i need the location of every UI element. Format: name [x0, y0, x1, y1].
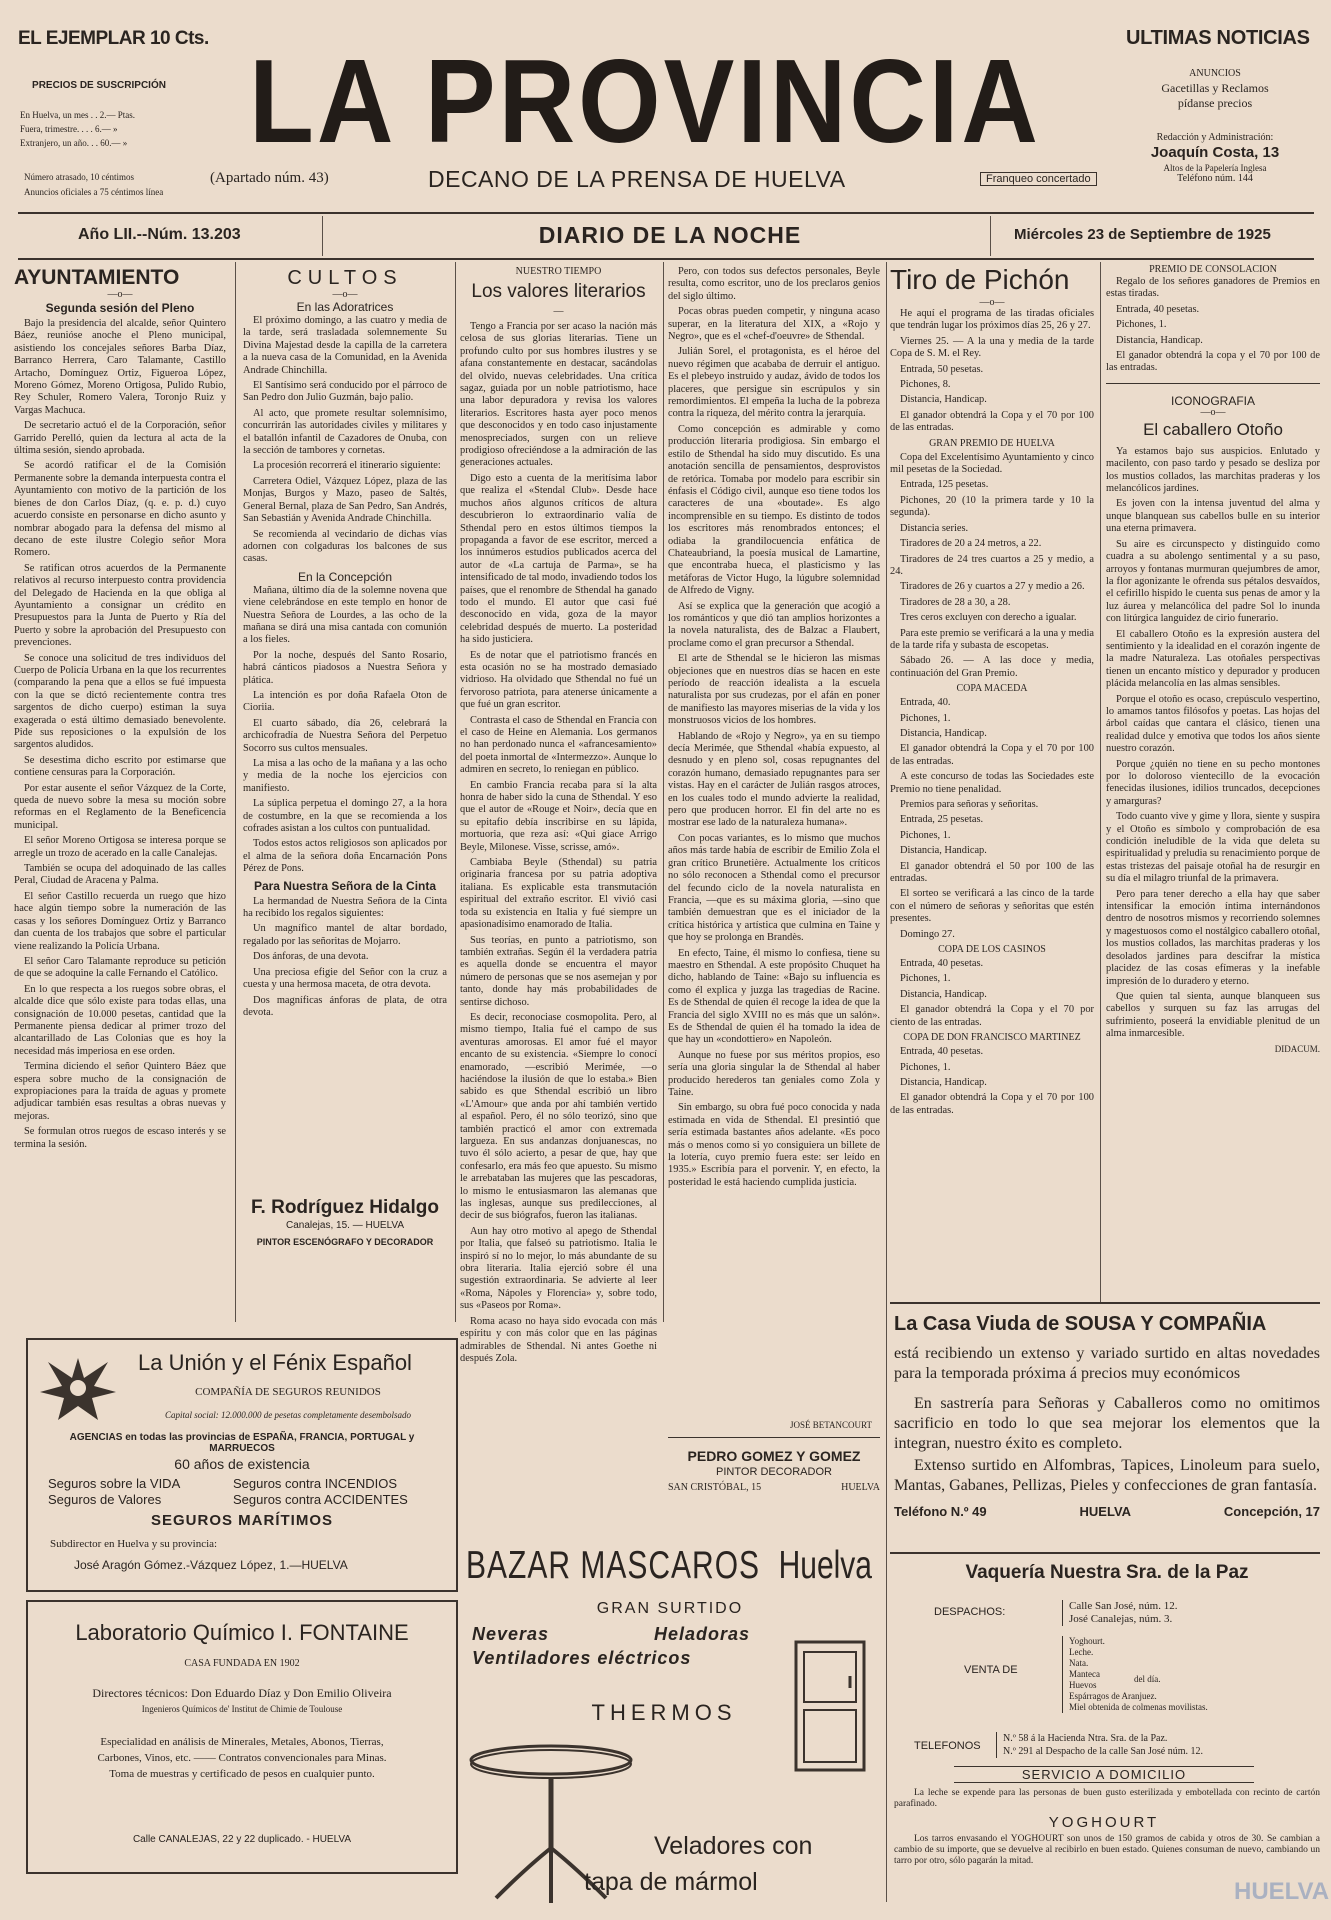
paragraph: Entrada, 40. [900, 697, 951, 709]
paragraph: Entrada, 50 pesetas. [900, 363, 984, 375]
article-heading: Tiro de Pichón [890, 264, 1070, 295]
paragraph: Pichones, 1. [900, 1061, 951, 1073]
paragraph: Porque ¿quién no tiene en su pecho montones por lo doloroso vientecillo de la evocación fenecidas ilusiones, idilios truncados, decepciones y amarguras? [1106, 758, 1320, 807]
ad-product: Miel obtenida de colmenas movilistas. [1069, 1702, 1208, 1712]
paragraph: El ganador obtendrá la Copa y el 70 por 100 de las entradas. [890, 743, 1094, 767]
paragraph: Sus teorías, en punto a patriotismo, son también extrañas. Según él la verdadera patria es aquella donde se encuentra el mayor número de personas que se nos asemejan y por tanto, donde hay más probabilidades de sentirse dichoso. [460, 934, 657, 1008]
paragraph: En cambio Francia recaba para sí la alta honra de haber sido la cuna de Sthendal. Y eso que el autor de «Rouge et Noir», decía que en su epitafio debía inscribirse en su lápida, mortuoria, que reza así: «Qui giace Arrigo Beyle, Milonese. Visse, scrisse, amó». [460, 779, 657, 853]
newspaper-title: LA PROVINCIA [249, 35, 1041, 168]
paragraph: Digo esto a cuenta de la meritísima labor que realiza el «Stendal Club». Desde hace muchos años algunos críticos de altura descubrieron lo extraordinario valía de Sthendal pero en estos últimos tiempos la propaganda a favor de ese escritor, merced a los innúmeros estudios publicados acerca del autor de «La cartuja de Parma», se ha intensificado de tal modo, invadiendo todos los países, que el renombre de Sthendal ha ganado todo el mundo. El autor que casi fué desconocido en vida, goza de la mayor celebridad después de muerto. La posteridad ha sido justiciera. [460, 472, 657, 646]
column-divider [886, 262, 887, 1902]
article-body [890, 697, 1094, 941]
paragraph: Aunque no fuese por sus méritos propios, eso sería una gloria singular la de Sthendal al haber producido herederos tan geniales como Zola y Taine. [668, 1049, 880, 1098]
paragraph: Sábado 26. — A las doce y media, continuación del Gran Premio. [890, 655, 1094, 679]
paragraph: El señor Caro Talamante reproduce su petición de que se adoquine la calle Fernando el Católico. [14, 955, 226, 980]
paragraph: Pichones, 8. [900, 379, 951, 391]
ad-line: Seguros contra ACCIDENTES [233, 1492, 408, 1507]
section-kicker: ICONOGRAFIA [1170, 393, 1255, 408]
paragraph: A este concurso de todas las Sociedades este Premio no tiene penalidad. [890, 771, 1094, 795]
article-body [460, 321, 657, 1365]
paragraph: Dos ánforas, de una devota. [253, 951, 369, 963]
section-title: COPA DE LOS CASINOS [938, 944, 1046, 956]
paragraph: Cambiaba Beyle (Sthendal) su patria originaria francesa por su patria adoptiva italiana. Es explicable esta transmutación espiritual del extraño escritor. El vivió casi toda su existencia en Italia y fué siempre un apasionadísimo enamorado de Italia. [460, 857, 657, 931]
article-body [890, 308, 1094, 435]
paragraph: La hermandad de Nuestra Señora de la Cinta ha recibido los regalos siguientes: [243, 895, 447, 920]
article-body [668, 266, 880, 1189]
admin-address: Joaquín Costa, 13 [1150, 144, 1280, 161]
paragraph: Pichones, 1. [900, 829, 951, 841]
paragraph: Tengo a Francia por ser acaso la nación más celosa de sus glorias literarias. Tiene un profundo culto por sus hombres ilustres y se afana constantemente en destacar, sacándolas del olvido, nuevas celebridades. Una crítica sagaz, guiada por un noble patriotismo, hace una labor depuradora y revisa los valores literarios. Escritores hasta ayer poco menos que desconocidos y en todo caso injustamente menospreciados, surgen con un relieve prodigioso ofreciéndose a la admiración de las generaciones actuales. [460, 321, 657, 469]
article-body [243, 585, 447, 876]
paragraph: Pichones, 20 (10 la primera tarde y 10 la segunda). [890, 494, 1094, 519]
ad-telefonos-label: TELEFONOS [914, 1740, 981, 1752]
paragraph: El sorteo se verificará a las cinco de la tarde con el número de señoras y señoritas que estén presentes. [890, 888, 1094, 925]
ad-para: está recibiendo un extenso y variado surtido en altas novedades para la temporada próxima á precios muy económicos [894, 1345, 1320, 1382]
ad-yoghourt-note: Los tarros envasando el YOGHOURT son unos de 150 gramos de cabida y otros de 30. Se cambian a cambio de su importe, que se devuelve al recibirlo en buen estado. Quienes consuman de nuevo, cambiando un tarro por otro, sólo pagarán la mitad. [894, 1834, 1320, 1866]
article-heading: AYUNTAMIENTO [14, 266, 180, 289]
paragraph: Distancia, Handicap. [900, 727, 987, 739]
year-number: Año LII.--Núm. 13.203 [78, 226, 241, 243]
paragraph: Pocas obras pueden competir, y ninguna acaso superar, en la literatura del XIX, a «Rojo y Negro», que es el «chef-d'oeuvre» de Sthendal. [668, 306, 880, 343]
ad-title: Laboratorio Químico I. FONTAINE [75, 1620, 409, 1645]
column-divider [455, 262, 456, 1322]
paragraph: El caballero Otoño es la expresión austera del sentimiento y la idealidad en el corazón ingente de la madre Naturaleza. Las otoñales perspectivas tienen un encanto místico y depurador y producen plácida melancolía en las almas sensibles. [1106, 628, 1320, 690]
masthead-divider [990, 216, 991, 256]
paragraph: El arte de Sthendal se le hicieron las mismas objeciones que en nuestros días se hacen en este período de reacción idealista a la escuela naturalista por sus crudezas, por el afán en poner de manifiesto las mayores miserias de la vida y los monstruosos vicios de los hombres. [668, 653, 880, 727]
paragraph: Es de notar que el patriotismo francés en esta ocasión no se ha mostrado demasiado vidrioso. Ha olvidado que Sthendal no fué un fervoroso patriota, para atenerse únicamente a que fué un gran escritor. [460, 649, 657, 711]
ad-line: Toma de muestras y certificado de pesos en cualquier punto. [109, 1768, 375, 1780]
ad-capital: Capital social: 12.000.000 de pesetas completamente desembolsado [165, 1410, 411, 1420]
ad-title: La Casa Viuda de SOUSA Y COMPAÑIA [894, 1313, 1267, 1335]
admin-phone: Teléfono núm. 144 [1177, 173, 1253, 184]
article-subheading: Para Nuestra Señora de la Cinta [253, 878, 437, 893]
subscription-line: Extranjero, un año. . . 60.— » [20, 138, 128, 148]
ad-maritimos: SEGUROS MARÍTIMOS [150, 1512, 333, 1529]
ad-city: HUELVA [841, 1482, 880, 1493]
paragraph: El Santísimo será conducido por el párroco de San Pedro don Julio Guzmán, bajo palio. [243, 380, 447, 404]
paragraph: Para este premio se verificará a la una y media de la tarde rifa y subasta de escopetas. [890, 627, 1094, 651]
valores-literarios-article [460, 266, 657, 1364]
article-body [14, 318, 226, 1151]
ad-surtido: GRAN SURTIDO [596, 1600, 744, 1617]
paragraph: Al acto, que promete resultar solemnísimo, concurrirán las autoridades civiles y militares y el batallón infantil de Cazadores de Onuba, con la sección de tambores y cornetas. [243, 407, 447, 457]
ad-product: Leche. [1069, 1647, 1094, 1657]
paragraph: Contrasta el caso de Sthendal en Francia con el caso de Heine en Alemania. Los germanos no han perdonado nunca el «afrancesamiento» del poeta inmortal de «Intermezzo». Aunque lo admiren en secreto, lo reniegan en público. [460, 714, 657, 776]
paragraph: Hablando de «Rojo y Negro», ya en su tiempo decía Merimée, que Sthendal «había expuesto, al desnudo y en pleno sol, cosas repugnantes del corazón humano, demasiado repugnantes para ser vistas. Hay en el carácter de Julián rasgos atroces, en los cuales todo el mundo advierte la realidad, pero que producen horror. El fin del arte no es mostrar ese lado de la naturaleza humana». [668, 730, 880, 829]
diario-de-la-noche: DIARIO DE LA NOCHE [538, 222, 802, 248]
paragraph: Dos magníficas ánforas de plata, de otra devota. [243, 994, 447, 1018]
article-body [890, 958, 1094, 1029]
paragraph: Entrada, 125 pesetas. [900, 479, 989, 491]
column-divider [1100, 262, 1101, 1302]
paragraph: Tres ceros excluyen con derecho a igualar. [900, 612, 1077, 624]
bazar-mascaros-ad [464, 1540, 876, 1910]
ad-line: Seguros sobre la VIDA [48, 1476, 181, 1491]
ad-servicio: SERVICIO A DOMICILIO [954, 1766, 1254, 1783]
issue-date: Miércoles 23 de Septiembre de 1925 [1014, 226, 1271, 243]
paragraph: Se recomienda al vecindario de dichas vías adornen con colgaduras los balcones de sus casas. [243, 528, 447, 565]
ad-product: Yoghourt. [1069, 1636, 1105, 1646]
admin-label: Redacción y Administración: [1156, 132, 1274, 143]
paragraph: Así se explica que la generación que acogió a los románticos y que dió tan amplios horizontes a la novela naturalista, des de Balzac a Flaubert, proclame como el gran precursor a Sthendal. [668, 600, 880, 649]
paragraph: Premios para señoras y señoritas. [900, 799, 1039, 810]
ad-line: Seguros contra INCENDIOS [233, 1476, 398, 1491]
paragraph: Porque el otoño es ocaso, crepúsculo vespertino, lo amamos tantos filósofos y poetas. Las hojas del árbol caídas que cantara el clásico, tienen una realidad dulce y emotiva que todos los años siente nuestro corazón. [1106, 693, 1320, 755]
article-heading: CULTOS [287, 267, 403, 289]
ad-product: Manteca [1069, 1669, 1100, 1679]
section-title: COPA MACEDA [956, 683, 1028, 695]
ad-name: PEDRO GOMEZ Y GOMEZ [687, 1448, 861, 1464]
ad-tel: N.º 58 á la Hacienda Ntra. Sra. de la Paz. [1003, 1733, 1168, 1744]
paragraph: Se formulan otros ruegos de escaso interés y se termina la sesión. [14, 1126, 226, 1150]
ad-contact-row [894, 1504, 1320, 1519]
paragraph: Distancia, Handicap. [1116, 334, 1203, 346]
ad-thermos: THERMOS [591, 1700, 737, 1725]
subscription-line: Fuera, trimestre. . . . 6.— » [20, 124, 118, 134]
paragraph: El cuarto sábado, día 26, celebrará la archicofradía de Nuestra Señora del Perpetuo Socorro sus cultos mensuales. [243, 717, 447, 754]
vaqueria-ad [894, 1560, 1330, 1910]
ads-price: Anuncios oficiales a 75 céntimos línea [24, 187, 164, 197]
paragraph: Domingo 27. [900, 928, 955, 940]
article-subheading: En las Adoratrices [296, 300, 394, 314]
article-heading: El caballero Otoño [1143, 419, 1283, 439]
ad-tel: N.º 291 al Despacho de la calle San José núm. 12. [1003, 1746, 1203, 1757]
paragraph: Tiradores de 28 a 30, a 28. [900, 596, 1011, 608]
article-heading: Los valores literarios [471, 281, 646, 302]
franqueo-stamp: Franqueo concertado [980, 172, 1097, 186]
column-divider [663, 262, 664, 1322]
article-subheading: En la Concepción [297, 569, 393, 584]
separator [890, 1302, 1320, 1304]
subscription-line: En Huelva, un mes . . 2.— Ptas. [20, 110, 135, 120]
ad-title-row [464, 1540, 876, 1586]
ad-title: La Unión y el Fénix Español [138, 1350, 412, 1375]
ad-tapa: tapa de mármol [584, 1868, 758, 1896]
paragraph: Bajo la presidencia del alcalde, señor Quintero Báez, reunióse anoche el Pleno municipal, asistiendo los concejales señores Barba Díaz, Barranco Herrera, Caro Talamante, Castillo Artacho, Domínguez Ortiz, Figueroa López, Moreno Gómez, Moreno Ortigosa, Pulido Rubio, Rey Schuler, Romero Valera, Toronjo Ruiz y Vargas Machuca. [14, 318, 226, 416]
paragraph: Termina diciendo el señor Quintero Báez que espera sobre mucho de la consignación de expropiaciones para la traída de aguas y promete adjudicar también esas resultas a obras nuevas y mejoras. [14, 1061, 226, 1122]
ad-venta-label: VENTA DE [964, 1664, 1018, 1676]
ad-street: Concepción, 17 [1223, 1504, 1320, 1519]
paragraph: Aun hay otro motivo al apego de Sthendal por Italia, que falseó su patriotismo. Italia le inspiró sí no lo mejor, lo más abundante de su obra literaria. Italia ejerció sobre él una sugestión extraordinaria. Se advierte al leer «Roma, Nápoles y Florencia» y, sobre todo, sus «Paseos por Roma». [460, 1225, 657, 1312]
sousa-ad [894, 1310, 1320, 1540]
ad-para: Extenso surtido en Alfombras, Tapices, Linoleum para suelo, Mantas, Gabanes, Pellizas, Pieles y confecciones de gran fantasía. [894, 1457, 1320, 1494]
separator [890, 1552, 1320, 1554]
article-body [890, 452, 1094, 681]
ad-ventiladores: Ventiladores eléctricos [472, 1648, 692, 1668]
ad-despachos [1062, 1600, 1177, 1626]
subscription-title: PRECIOS DE SUSCRIPCIÓN [32, 80, 166, 91]
paragraph: Mañana, último día de la solemne novena que viene celebrándose en este templo en honor de Nuestra Señora de Lourdes, a las ocho de la mañana se dirá una misa cantada con comunión a los fieles. [243, 584, 447, 646]
ornament: —o— [979, 297, 1005, 308]
paragraph: Es decir, reconociase cosmopolita. Pero, al mismo tiempo, Italia fué el campo de sus aventuras amorosas. El amor fué el mayor encanto de su existencia. «Siempre lo conocí enamorado, —escribió Merimée, —o haciéndose la ilusión de que lo estaba.» Bien sabido es que Sthendal escribió un libro «L'Amour» que anda por ahí también vertido al español. Pero, él no sólo teorizó, sino que también practicó el amor con extremada largueza. En sus andanzas donjuanescas, no tuvo él sólo acierto, a pesar de que, hay que confesarlo, era más feo que apuesto. Su mismo le arrebataban las mujeres que las pescadoras, lo mismo le entusiasmaron las alemanas que las inglesas, aunque sus predilecciones, al decir de sus biógrafos, fueron las italianas. [460, 1011, 657, 1222]
paragraph: Como concepción es admirable y como producción literaria prodigiosa. Sin embargo el estilo de Sthendal ha sido muy discutido. Es una anotación sencilla de pensamientos, desprovistos de retórica. Tomaba por modelo para escribir sin énfasis el Código civil, aunque eso tiene todos los caracteres de una «boutade». Es algo incomprensible en su tiempo. Es distinto de todos los escritores más renombrados entonces; el odiaba la grandilocuencia enfática de Chateaubriand, la poesía musical de Lamartine, que encontraba hueca, el plasticismo y las metáforas de Victor Hugo, la lúgubre solemnidad de Alfredo de Vigny. [668, 423, 880, 597]
ad-despacho: Calle San José, núm. 12. [1069, 1600, 1178, 1612]
ad-line: Especialidad en análisis de Minerales, Metales, Abonos, Tierras, [100, 1736, 384, 1748]
ad-engineers: Ingenieros Químicos de' Institut de Chimie de Toulouse [141, 1704, 343, 1714]
separator [668, 1437, 880, 1438]
paragraph: La intención es por doña Rafaela Oton de Cioriia. [243, 689, 447, 714]
paragraph: Se ratifican otros acuerdos de la Permanente relativos al recurso interpuesto contra providencia del Delegado de Hacienda en la que obliga al Ayuntamiento a consignar un crédito en Presupuestos para la Junta de Puerto y Ría del Puerto y sobre la aprobación del Presupuesto con prevenciones. [14, 562, 226, 649]
paragraph: Con pocas variantes, es lo mismo que muchos años más tarde había de escribir de Emilio Zola el gran crítico Brunetière. Actualmente los críticos no sólo reconocen a Sthendal como el precursor del fecundo ciclo de la novela naturalista en Francia, —que es su máxima gloria, —sino que también demuestran que es el iniciador de la crítica histórica y artística que culmina en Taine y que hoy se prolonga en Brandès. [668, 832, 880, 944]
paragraph: Tiradores de 26 y cuartos a 27 y medio a 26. [900, 581, 1085, 593]
valores-literarios-continued [668, 266, 880, 1432]
ad-address: Calle CANALEJAS, 22 y 22 duplicado. - HUELVA [132, 1834, 352, 1845]
article-body [890, 1046, 1094, 1117]
watermark: HUELVA [1234, 1878, 1330, 1905]
paragraph: Entrada, 25 pesetas. [900, 814, 984, 826]
ad-city: HUELVA [1079, 1504, 1132, 1519]
ad-directors: Directores técnicos: Don Eduardo Díaz y Don Emilio Oliveira [92, 1686, 392, 1700]
ad-director: Subdirector en Huelva y su provincia: [50, 1538, 218, 1550]
paragraph: Se acordó ratificar el de la Comisión Permanente sobre la demanda interpuesta contra el Ayuntamiento con motivo de la partición de los bienes de don Carlos Díaz, (q. e. p. d.) cuyo acuerdo consiste en personarse en dicho asunto y nombrar abogado para la defensa del mismo al decano de este ilustre Colegio señor Mora Romero. [14, 460, 226, 559]
back-number: Número atrasado, 10 céntimos [24, 172, 134, 182]
paragraph: El ganador obtendrá la Copa y el 70 por ciento de las entradas. [890, 1004, 1094, 1028]
ad-subtitle: COMPAÑÍA DE SEGUROS REUNIDOS [195, 1386, 381, 1398]
paragraph: Un magnífico mantel de altar bordado, regalado por las señoritas de Mojarro. [243, 923, 447, 947]
paragraph: Distancia, Handicap. [900, 988, 987, 1000]
ad-telefonos [996, 1732, 1203, 1758]
ornament: —o— [332, 289, 358, 300]
ornament: —o— [107, 289, 133, 300]
paragraph: Carretera Odiel, Vázquez López, plaza de las Monjas, Burgos y Mazo, paseo de Saltés, General Bernal, plaza de San Pedro, San Andrés, San Sebastián y Avenida Andrade Chinchilla. [243, 475, 447, 525]
paragraph: Es joven con la intensa juventud del alma y unque blanquean sus cabellos bulle en su interior una eterna primavera. [1106, 498, 1320, 535]
paragraph: Regalo de los señores ganadores de Premios en estas tiradas. [1106, 276, 1320, 300]
newspaper-subtitle: DECANO DE LA PRENSA DE HUELVA [428, 166, 846, 192]
paragraph: El ganador obtendrá la Copa y el 70 por 100 de las entradas. [890, 1092, 1094, 1116]
otono-article [1106, 264, 1320, 1304]
ad-address-row [668, 1482, 880, 1493]
paragraph: Todo cuanto vive y gime y llora, siente y suspira y el Otoño es símbolo y comprobación de esa condición ineludible de la vida que deleta su espiritualidad y preludia su renacimiento porque de estas tristezas del paisaje otoñal ha de resurgir en su día el milagro triunfal de la primavera. [1106, 811, 1320, 885]
ad-city: Huelva [778, 1544, 872, 1587]
ads-line: ANUNCIOS [1189, 68, 1241, 79]
paragraph: Roma acaso no haya sido evocada con más espíritu y con más color que en las páginas admirables de Sthendal. Ni antes Goethe ni después Zola. [460, 1315, 657, 1364]
paragraph: Su aire es circunspecto y distinguido como cuadra a su abolengo sentimental y a su paso, arroyos y fontanas murmuran quejumbres de amor, la flor agonizante le ofrenda sus pétalos desvaídos, el cefirillo hispido le cuenta sus penas de amor y la luz áurea y melancólica del padre Sol lo inunda con litúrgica languidez de cirio funerario. [1106, 538, 1320, 625]
ad-left-lines [48, 1476, 180, 1508]
masthead-rule-top [18, 212, 1314, 214]
paragraph: Distancia, Handicap. [900, 1076, 987, 1088]
paragraph: Se conoce una solicitud de tres individuos del Cuerpo de Policía Urbana en la que los recurrentes (comparando la pena que a ellos se fué impuesta con la que se dictó recientemente contra tres sargentos de dicho cuerpo) estiman la suya exagerada o está último demasiado benevolente. Pide sus reposiciones o la expulsión de los sargentos aludidos. [14, 652, 226, 751]
article-body [243, 315, 447, 566]
masthead-rule-bottom [18, 258, 1314, 260]
union-fenix-ad [26, 1338, 458, 1592]
paragraph: He aquí el programa de las tiradas oficiales que tendrán lugar los próximos días 25, 26 y 27. [890, 308, 1094, 332]
paragraph: Pero, con todos sus defectos personales, Beyle resulta, como escritor, uno de los preclaros genios del siglo último. [668, 266, 880, 302]
paragraph: Se desestima dicho escrito por estimarse que contiene censuras para la Corporación. [14, 754, 226, 779]
ad-title: Vaquería Nuestra Sra. de la Paz [965, 1562, 1249, 1583]
paragraph: Pichones, 1. [900, 973, 951, 985]
paragraph: La misa a las ocho de la mañana y a las ocho y media de la noche los ejercicios con manifiesto. [243, 758, 447, 794]
article-kicker: NUESTRO TIEMPO [515, 266, 602, 277]
ad-address: SAN CRISTÓBAL, 15 [668, 1482, 762, 1493]
paragraph: Una preciosa efigie del Señor con la cruz a cuesta y una hermosa maceta, de otra devota. [243, 966, 447, 991]
paragraph: El ganador obtendrá la copa y el 70 por 100 de las entradas. [1106, 350, 1320, 374]
ad-del-dia: del día. [1134, 1674, 1161, 1684]
paragraph: Viernes 25. — A la una y media de la tarde Copa de S. M. el Rey. [890, 335, 1094, 360]
ayuntamiento-article [14, 266, 226, 1316]
ads-line: pídanse precios [1177, 96, 1253, 110]
ad-right-lines [233, 1476, 408, 1508]
masthead-divider [322, 216, 323, 256]
ad-product: Huevos [1069, 1680, 1097, 1690]
cultos-article [243, 266, 447, 1111]
paragraph: Tiradores de 20 a 24 metros, a 22. [900, 538, 1042, 550]
paragraph: Ya estamos bajo sus auspicios. Enlutado y macilento, con paso tardo y pesado se desliza por los mustios collados, las marchitas praderas y los melancólicos jardines. [1106, 445, 1320, 495]
section-title: GRAN PREMIO DE HUELVA [929, 437, 1055, 449]
article-body [243, 896, 447, 1020]
paragraph: Que quien tal sienta, aunque blanqueen sus cabellos y surquen su faz las arrugas del sufrimiento, poseerá la envidiable plenitud de un alma inmarcesible. [1106, 990, 1320, 1040]
ad-trade: PINTOR ESCENÓGRAFO Y DECORADOR [256, 1237, 434, 1247]
article-body [1106, 276, 1320, 375]
separator [1106, 383, 1320, 384]
paragraph: En efecto, Taine, él mismo lo confiesa, tiene su maestro en Sthendal. A este propósito Chuquet ha dicho, hablando de Taine: «Bajo su influencia es como él explica y juzga las tragedias de Racine. Es de Sthendal de quien él recoge la idea de que la Francia del siglo XVIII no es más que un salón». Es de Sthendal de quien él ha tomado la idea de que hay un «condottiero» en Napoleón. [668, 947, 880, 1046]
paragraph: Pichones, 1. [900, 712, 951, 724]
paragraph: El próximo domingo, a las cuatro y media de la tarde, será trasladada solemnemente Su Divina Majestad desde la capilla de la carretera a la nueva casa de la Comunidad, en la Avenida Andrade Chinchilla. [243, 315, 447, 376]
ads-line: Gacetillas y Reclamos [1161, 81, 1269, 95]
admin-block [1120, 132, 1310, 184]
ad-years: 60 años de existencia [174, 1456, 310, 1472]
ad-line: Carbones, Vinos, etc. —— Contratos convencionales para Minas. [97, 1752, 387, 1764]
paragraph: Por la noche, después del Santo Rosario, habrá cánticos piadosos a Nuestra Señora y plática. [243, 649, 447, 686]
paragraph: También se ocupa del adoquinado de las calles Peral, Ciudad de Aracena y Palma. [14, 863, 226, 887]
ad-name: José Aragón Gómez.-Vázquez López, 1.—HUELVA [74, 1558, 348, 1572]
paragraph: En lo que respecta a los ruegos sobre obras, el alcalde dice que sólo existe para todas ellas, una consignación de 10.000 pesetas, cantidad que la Permanente piensa dedicar al primer trozo del alcantarillado de Las Colonias que es hoy la necesidad más imperiosa en ese orden. [14, 983, 226, 1057]
ad-agencies: AGENCIAS en todas las provincias de ESPAÑA, FRANCIA, PORTUGAL y MARRUECOS [69, 1432, 415, 1454]
admin-note: Altos de la Papelería Inglesa [1163, 163, 1267, 173]
paragraph: Distancia series. [900, 522, 969, 534]
ads-block [1120, 66, 1310, 111]
ad-line: Seguros de Valores [48, 1492, 162, 1507]
pedro-gomez-ad [668, 1446, 880, 1493]
paragraph: Pero para tener derecho a ella hay que saber intensificar la emoción íntima internándonos dentro de nosotros mismos y recorriendo solemnes y magestuosos como el nostálgico caballero otoñal, los mustios collados, las marchitas praderas y los desolados jardines para descifrar la mística placidez de las cosas efímeras y la inefable impresión de lo duradero y eterno. [1106, 888, 1320, 987]
phoenix-icon [38, 1348, 118, 1438]
article-signature: JOSÉ BETANCOURT [790, 1420, 872, 1430]
ad-yoghourt: YOGHOURT [1048, 1814, 1160, 1831]
paragraph: Pichones, 1. [1116, 319, 1167, 331]
subscription-list [20, 108, 190, 150]
paragraph: Distancia, Handicap. [900, 394, 987, 406]
paragraph: Todos estos actos religiosos son aplicados por el alma de la señora doña Encarnación Pons Pérez de Pons. [243, 838, 447, 875]
ad-founded: CASA FUNDADA EN 1902 [184, 1658, 300, 1669]
fontaine-ad [26, 1600, 458, 1874]
paragraph: El señor Castillo recuerda un ruego que hizo hace algún tiempo sobre la numeración de las casas y los señores Domínguez Ortiz y Barranco dan cuenta de los trabajos que sobre el particular viene realizando la Policía Urbana. [14, 890, 226, 952]
section-title: COPA DE DON FRANCISCO MARTINEZ [903, 1032, 1081, 1044]
price: EL EJEMPLAR 10 Cts. [18, 28, 209, 49]
ad-product: Nata. [1069, 1658, 1089, 1668]
ad-heladoras: Heladoras [654, 1624, 751, 1644]
paragraph: Entrada, 40 pesetas. [900, 958, 984, 970]
rodriguez-hidalgo-ad [243, 1196, 447, 1247]
column-divider [235, 262, 236, 1322]
paragraph: Sin embargo, su obra fué poco conocida y nada estimada en vida de Sthendal. El presintió que sería estimada bastantes años adelante. «Es poco más o menos como si yo consiguiera un billete de la lotería, cuyo premio fuera este: ser leído en 1935.» Escribía para el porvenir. Y, en efecto, la posteridad le está haciendo cumplida justicia. [668, 1102, 880, 1188]
paragraph: De secretario actuó el de la Corporación, señor Garrido Perelló, quien da lectura al acta de la última sesión, siendo aprobada. [14, 420, 226, 457]
paragraph: Entrada, 40 pesetas. [1116, 303, 1200, 315]
ad-product: Espárragos de Aranjuez. [1069, 1691, 1157, 1701]
paragraph: Tiradores de 24 tres cuartos a 25 y medio, a 24. [890, 553, 1094, 577]
paragraph: La súplica perpetua el domingo 27, a la hora de costumbre, en la que se recomienda a los cofrades asistan a los cultos con puntualidad. [243, 798, 447, 835]
ad-address: Canalejas, 15. — HUELVA [285, 1220, 405, 1231]
paragraph: La procesión recorrerá el itinerario siguiente: [253, 460, 441, 472]
ornament: — [553, 306, 564, 317]
paragraph: Entrada, 40 pesetas. [900, 1046, 984, 1058]
ad-neveras: Neveras [472, 1624, 550, 1644]
refrigerator-icon [790, 1636, 870, 1776]
article-signature: DIDACUM. [1274, 1043, 1320, 1054]
tiro-de-pichon-article [890, 262, 1094, 1302]
paragraph: Copa del Excelentísimo Ayuntamiento y cinco mil pesetas de la Sociedad. [890, 451, 1094, 476]
paragraph: El ganador obtendrá la Copa y el 70 por 100 de las entradas. [890, 409, 1094, 434]
ad-name: F. Rodríguez Hidalgo [251, 1197, 439, 1218]
section-title: PREMIO DE CONSOLACION [1149, 264, 1277, 275]
latest-news: ULTIMAS NOTICIAS [1126, 27, 1310, 49]
ornament: —o— [1200, 406, 1226, 418]
ad-despacho: José Canalejas, núm. 3. [1069, 1613, 1173, 1625]
ad-veladores: Veladores con [654, 1832, 813, 1860]
ad-despachos-label: DESPACHOS: [934, 1606, 1006, 1618]
ad-title: BAZAR MASCAROS [466, 1544, 761, 1587]
article-body [1106, 446, 1320, 1041]
ad-phone: Teléfono N.º 49 [894, 1504, 987, 1519]
paragraph: El ganador obtendrá el 50 por 100 de las entradas. [890, 860, 1094, 885]
paragraph: Julián Sorel, el protagonista, es el héroe del nuevo régimen que acababa de derruir el antiguo. Es el plebeyo instruido y audaz, ávido de todos los placeres, que persigue sin escrúpulos y sin remordimientos. El empeña la lucha de la pobreza contra la riqueza, del mérito contra la jerarquía. [668, 346, 880, 420]
apartado: (Apartado núm. 43) [210, 170, 329, 186]
ad-para: En sastrería para Señoras y Caballeros como no omitimos sacrificio en todo lo que sea mejorar los elementos que la integran, nuestro éxito es completo. [894, 1395, 1320, 1452]
ad-trade: PINTOR DECORADOR [716, 1466, 832, 1478]
article-subheading: Segunda sesión del Pleno [45, 301, 195, 315]
paragraph: Distancia, Handicap. [900, 845, 987, 857]
ad-leche-note: La leche se expende para las personas de buen gusto esterilizada y embotellada con recinto de cartón parafinado. [894, 1788, 1320, 1809]
paragraph: Por estar ausente el señor Vázquez de la Corte, queda de nuevo sobre la mesa su moción sobre reformas en el Reglamento de la Beneficencia municipal. [14, 782, 226, 831]
paragraph: El señor Moreno Ortigosa se interesa porque se arregle un trozo de acerado en la calle Canalejas. [14, 835, 226, 859]
